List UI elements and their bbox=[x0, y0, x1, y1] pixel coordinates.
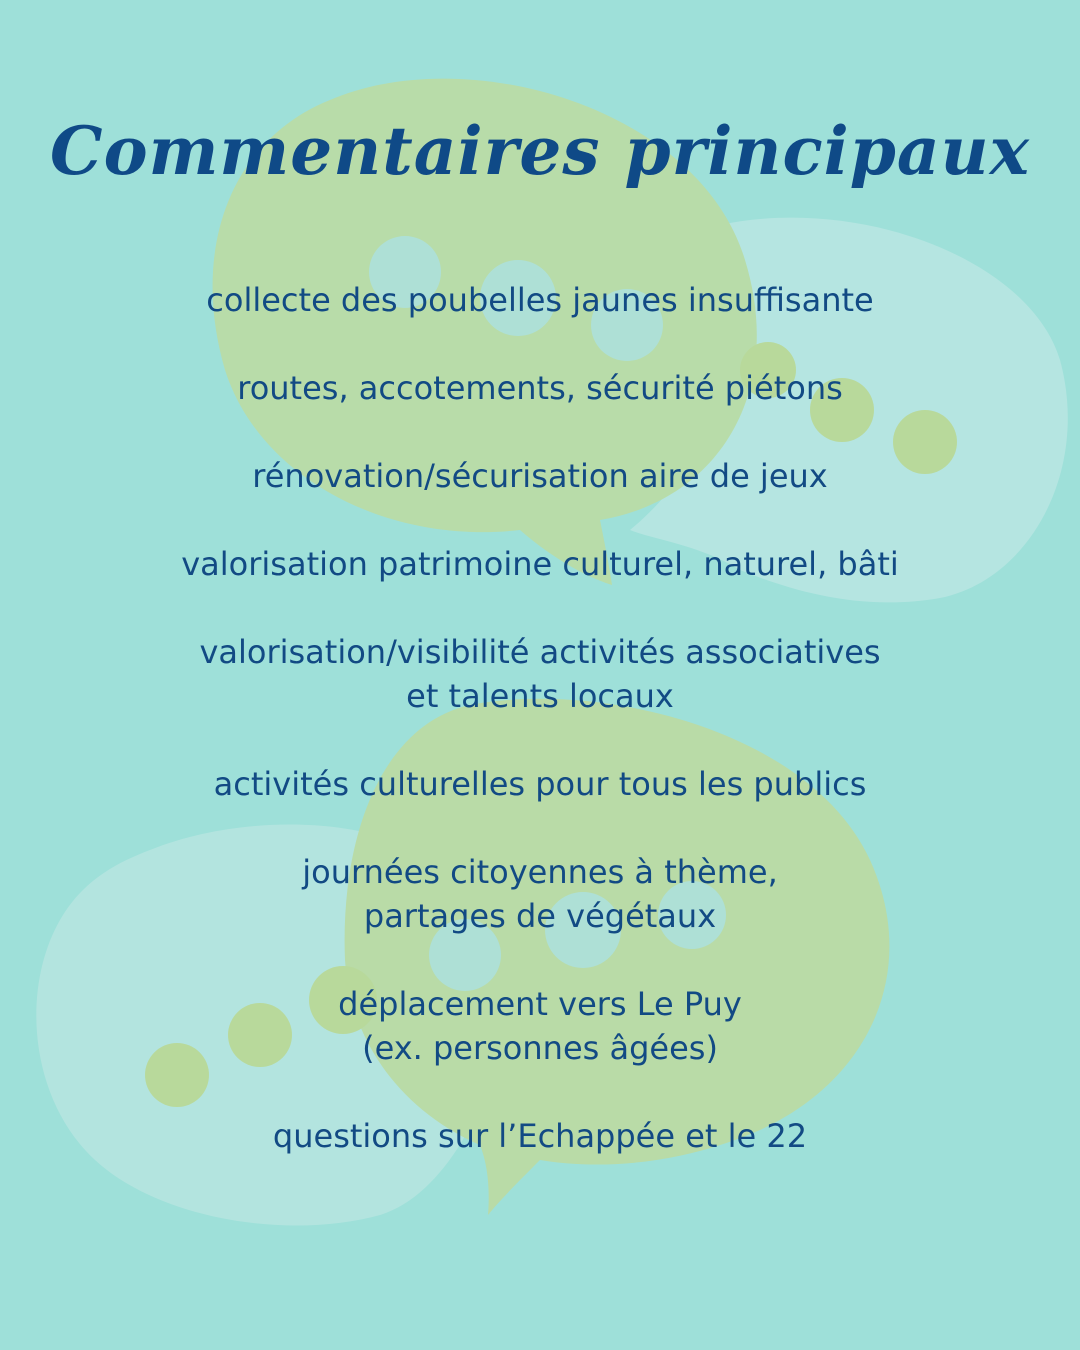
comment-text: questions sur l’Echappée et le 22 bbox=[272, 1117, 808, 1155]
comment-text: rénovation/sécurisation aire de jeux bbox=[252, 457, 828, 495]
comment-item bbox=[60, 542, 1020, 586]
comment-text: valorisation patrimoine culturel, naturel, bâti bbox=[181, 545, 899, 583]
comment-item bbox=[60, 850, 1020, 938]
comment-item bbox=[60, 454, 1020, 498]
comment-text: journées citoyennes à thème, bbox=[302, 853, 778, 891]
comment-item bbox=[60, 982, 1020, 1070]
comment-text: déplacement vers Le Puy bbox=[338, 985, 742, 1023]
comment-text: collecte des poubelles jaunes insuffisante bbox=[206, 281, 874, 319]
comment-text: activités culturelles pour tous les publics bbox=[213, 765, 867, 803]
comment-item bbox=[60, 366, 1020, 410]
comment-text-cont: et talents locaux bbox=[406, 677, 674, 715]
comment-text: routes, accotements, sécurité piétons bbox=[237, 369, 843, 407]
comment-text: valorisation/visibilité activités associatives bbox=[199, 633, 881, 671]
comment-item bbox=[60, 630, 1020, 718]
page-title: Commentaires principaux bbox=[50, 112, 1030, 190]
comment-item bbox=[60, 278, 1020, 322]
comment-item bbox=[60, 1114, 1020, 1158]
comment-text-cont: (ex. personnes âgées) bbox=[362, 1029, 718, 1067]
comment-item bbox=[60, 762, 1020, 806]
comment-text-cont: partages de végétaux bbox=[363, 897, 717, 935]
